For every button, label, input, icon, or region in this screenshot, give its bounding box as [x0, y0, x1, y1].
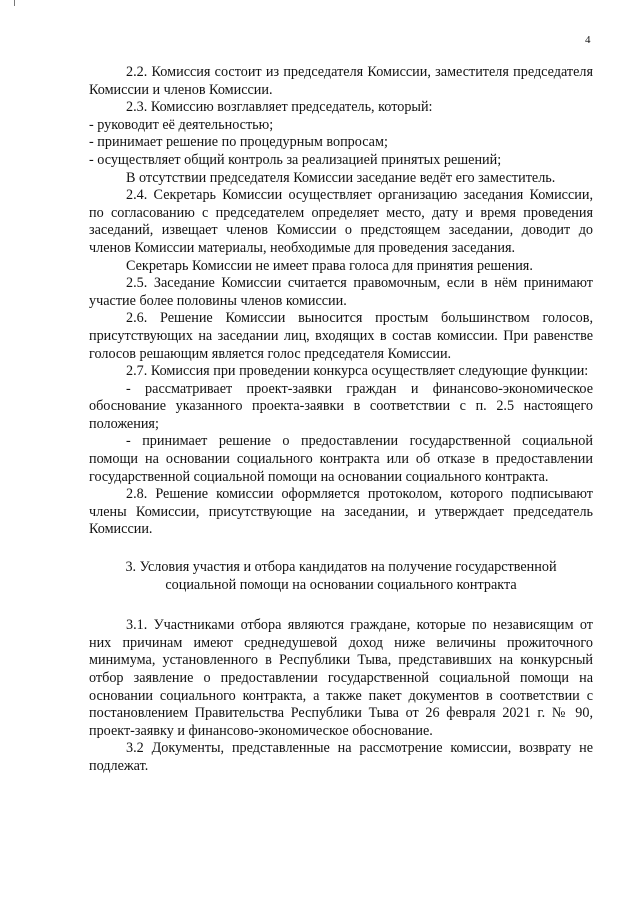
- list-item: - осуществляет общий контроль за реализацией принятых решений;: [89, 151, 502, 168]
- paragraph-3-1: 3.1. Участниками отбора являются граждане, которые по независящим от них причинам имеют среднедушевой доход ниже величины прожиточного минимума, установленного в Республики Тыва, представивших на конкурсный отбор заявление о предоставлении государственной социальной помощи на основании социального контракта, а также пакет документов в соответствии с постановлением Правительства Республики Тыва от 26 февраля 2021 г. № 90, проект-заявку и финансово-экономическое обоснование.: [89, 617, 593, 739]
- paragraph-2-6: 2.6. Решение Комиссии выносится простым большинством голосов, присутствующих на заседании лиц, входящих в состав комиссии. При равенстве голосов решающим является голос председателя Комиссии.: [89, 310, 593, 362]
- scan-mark: [14, 0, 15, 6]
- paragraph-2-8: 2.8. Решение комиссии оформляется протоколом, которого подписывают члены Комиссии, присутствующие на заседании, и утверждает председатель Комиссии.: [89, 486, 593, 538]
- paragraph-2-7: 2.7. Комиссия при проведении конкурса осуществляет следующие функции:: [126, 363, 589, 380]
- paragraph-2-3: 2.3. Комиссию возглавляет председатель, который:: [126, 99, 433, 116]
- list-item: - принимает решение по процедурным вопросам;: [89, 134, 388, 151]
- paragraph-2-4: 2.4. Секретарь Комиссии осуществляет организацию заседания Комиссии, по согласованию с председателем определяет место, дату и время проведения заседаний, извещает членов Комиссии о предстоящем заседании, доводит до членов Комиссии материалы, необходимые для проведения заседания.: [89, 187, 593, 256]
- paragraph-3-2: 3.2 Документы, представленные на рассмотрение комиссии, возврату не подлежат.: [89, 740, 593, 774]
- paragraph-2-2: 2.2. Комиссия состоит из председателя Комиссии, заместителя председателя Комиссии и членов Комиссии.: [89, 64, 593, 98]
- list-item: - рассматривает проект-заявки граждан и финансово-экономическое обоснование указанного проекта-заявки в соответствии с п. 2.5 настоящего положения;: [89, 380, 593, 432]
- paragraph-deputy: В отсутствии председателя Комиссии заседание ведёт его заместитель.: [126, 169, 556, 186]
- page-number: 4: [585, 34, 591, 46]
- section-title: 3. Условия участия и отбора кандидатов на получение государственной социальной помощи на основании социального контракта: [125, 559, 557, 593]
- document-body: [89, 64, 593, 776]
- list-item: - принимает решение о предоставлении государственной социальной помощи на основании социального контракта или об отказе в предоставлении государственной социальной помощи на основании социального контракта.: [89, 433, 593, 485]
- list-item: - руководит её деятельностью;: [89, 116, 274, 133]
- paragraph-secretary: Секретарь Комиссии не имеет права голоса для принятия решения.: [126, 257, 533, 274]
- paragraph-2-5: 2.5. Заседание Комиссии считается правомочным, если в нём принимают участие более половины членов комиссии.: [89, 275, 593, 309]
